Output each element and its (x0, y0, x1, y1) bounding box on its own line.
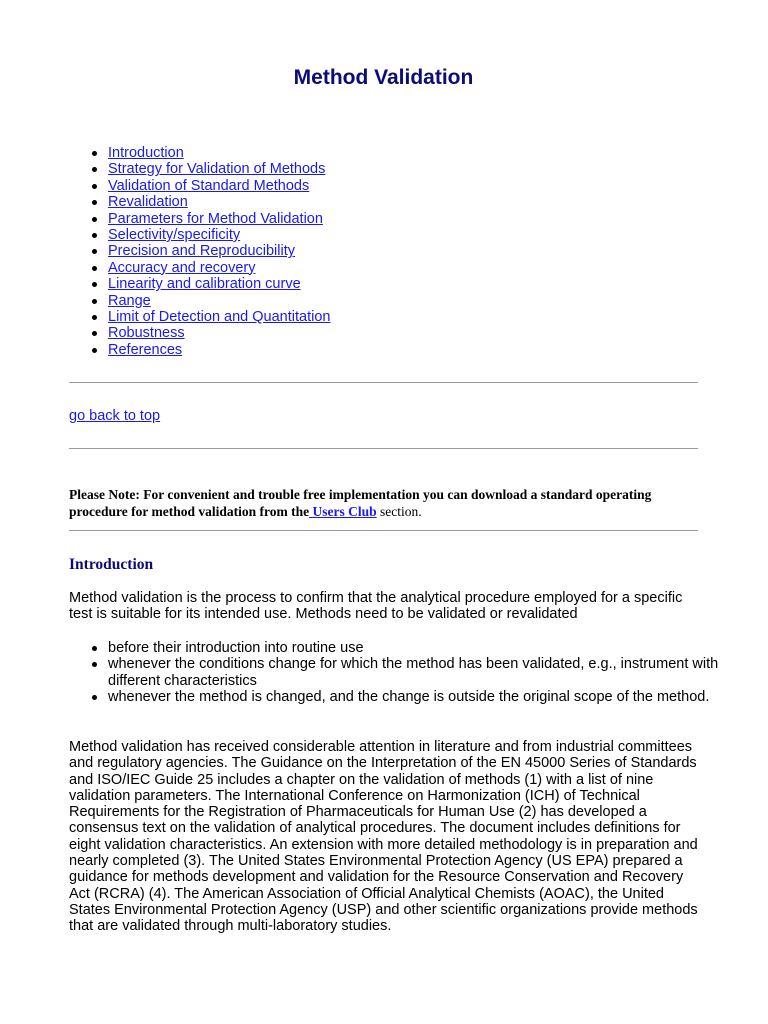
revalidation-conditions-list (69, 640, 737, 706)
intro-paragraph: Method validation is the process to confirm that the analytical procedure employed for a specific test is suitable for its intended use. Methods need to be validated or revalidated (69, 590, 683, 623)
list-item: whenever the method is changed, and the change is outside the original scope of the method. (108, 689, 737, 705)
toc-link-robustness[interactable]: Robustness (108, 325, 185, 342)
toc-item (108, 161, 330, 177)
horizontal-rule (69, 448, 698, 449)
toc-link-revalidation[interactable]: Revalidation (108, 194, 188, 211)
toc-link-linearity[interactable]: Linearity and calibration curve (108, 276, 301, 293)
toc-item (108, 145, 330, 161)
toc-link-introduction[interactable]: Introduction (108, 145, 184, 161)
toc-item (108, 260, 330, 276)
toc-link-strategy[interactable]: Strategy for Validation of Methods (108, 161, 326, 178)
toc-link-range[interactable]: Range (108, 292, 151, 309)
note-text: Please Note: For convenient and trouble free implementation you can download a standard operating procedure for method validation from the (69, 486, 652, 519)
toc-item (108, 342, 330, 358)
introduction-heading: Introduction (69, 556, 154, 573)
toc-item (108, 309, 330, 325)
users-club-link[interactable]: Users Club (309, 503, 377, 519)
toc-item (108, 211, 330, 227)
toc-link-limit-of-detection[interactable]: Limit of Detection and Quantitation (108, 308, 331, 325)
toc-item (108, 243, 330, 259)
literature-paragraph: Method validation has received considerable attention in literature and from industrial committees and regulatory agencies. The Guidance on the Interpretation of the EN 45000 Series of Standards and ISO/IEC Guide 25 includes a chapter on the validation of methods (1) with a list of nine validation parameters. The International Conference on Harmonization (ICH) of Technical Requirements for the Registration of Pharmaceuticals for Human Use (2) has developed a consensus text on the validation of analytical procedures. The document includes definitions for eight validation characteristics. An extension with more detailed methodology is in preparation and nearly completed (3). The United States Environmental Protection Agency (US EPA) prepared a guidance for methods development and validation for the Resource Conservation and Recovery Act (RCRA) (4). The American Association of Official Analytical Chemists (AOAC), the United States Environmental Protection Agency (USP) and other scientific organizations provide methods that are validated through multi-laboratory studies. (69, 739, 698, 935)
table-of-contents (69, 145, 330, 358)
toc-link-parameters[interactable]: Parameters for Method Validation (108, 210, 323, 227)
toc-link-selectivity[interactable]: Selectivity/specificity (108, 226, 241, 243)
list-item: before their introduction into routine use (108, 640, 737, 656)
toc-link-standard-methods[interactable]: Validation of Standard Methods (108, 177, 310, 194)
toc-link-accuracy[interactable]: Accuracy and recovery (108, 259, 256, 276)
toc-item (108, 194, 330, 210)
toc-link-references[interactable]: References (108, 341, 183, 358)
toc-item (108, 293, 330, 309)
horizontal-rule (69, 382, 698, 383)
toc-item (108, 178, 330, 194)
back-to-top-link[interactable]: go back to top (69, 408, 161, 424)
download-note (69, 486, 698, 520)
page-title: Method Validation (293, 66, 474, 89)
toc-link-precision[interactable]: Precision and Reproducibility (108, 243, 295, 260)
toc-item (108, 276, 330, 292)
horizontal-rule (69, 530, 698, 531)
toc-item (108, 325, 330, 341)
list-item: whenever the conditions change for which the method has been validated, e.g., instrument with different characteristics (108, 656, 737, 689)
toc-item (108, 227, 330, 243)
note-tail: section. (376, 503, 422, 519)
